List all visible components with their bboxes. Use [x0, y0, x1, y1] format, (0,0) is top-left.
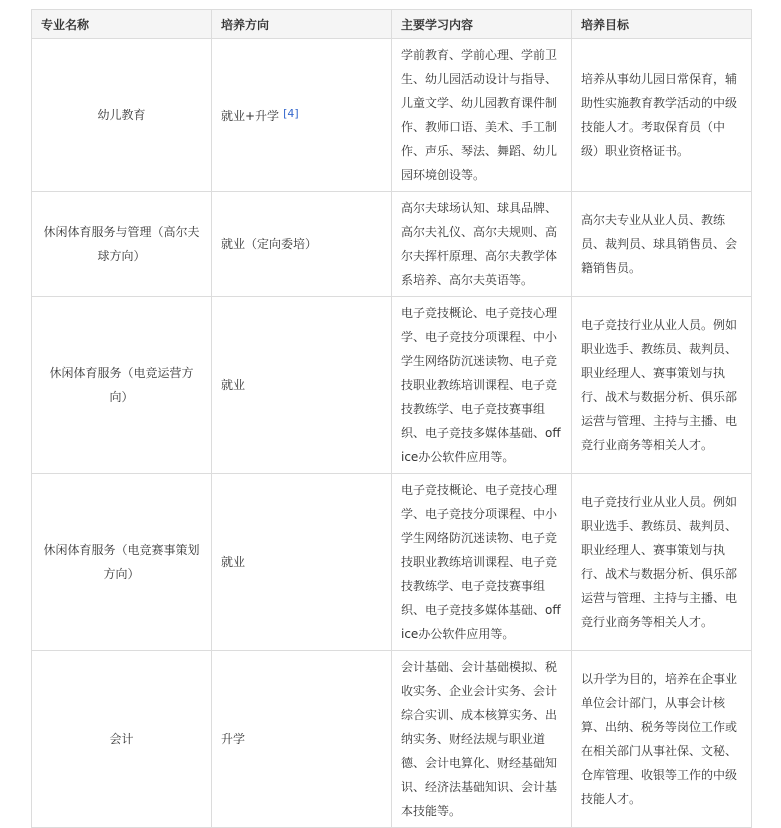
content-cell: 学前教育、学前心理、学前卫生、幼儿园活动设计与指导、儿童文学、幼儿园教育课件制作、教师口语、美术、手工制作、声乐、琴法、舞蹈、幼儿园环境创设等。 — [392, 39, 572, 192]
direction-text: 就业+升学 — [221, 109, 280, 123]
majors-table — [31, 9, 752, 828]
table-row — [32, 192, 752, 297]
goal-cell: 电子竞技行业从业人员。例如职业选手、教练员、裁判员、职业经理人、赛事策划与执行、战术与数据分析、俱乐部运营与管理、主持与主播、电竞行业商务等相关人才。 — [572, 474, 752, 651]
direction-cell: 就业 — [212, 474, 392, 651]
content-cell: 高尔夫球场认知、球具品牌、高尔夫礼仪、高尔夫规则、高尔夫挥杆原理、高尔夫教学体系培养、高尔夫英语等。 — [392, 192, 572, 297]
table-body — [32, 39, 752, 828]
table-row — [32, 297, 752, 474]
table-header — [32, 10, 752, 39]
reference-link[interactable]: [4] — [283, 107, 299, 120]
direction-cell: 就业（定向委培） — [212, 192, 392, 297]
header-goal: 培养目标 — [572, 10, 752, 39]
table-row — [32, 39, 752, 192]
goal-cell: 高尔夫专业从业人员、教练员、裁判员、球具销售员、会籍销售员。 — [572, 192, 752, 297]
table-row — [32, 474, 752, 651]
major-name-cell: 幼儿教育 — [32, 39, 212, 192]
goal-cell: 电子竞技行业从业人员。例如职业选手、教练员、裁判员、职业经理人、赛事策划与执行、战术与数据分析、俱乐部运营与管理、主持与主播、电竞行业商务等相关人才。 — [572, 297, 752, 474]
major-name-cell: 休闲体育服务（电竞运营方向） — [32, 297, 212, 474]
content-cell: 电子竞技概论、电子竞技心理学、电子竞技分项课程、中小学生网络防沉迷读物、电子竞技职业教练培训课程、电子竞技教练学、电子竞技赛事组织、电子竞技多媒体基础、office办公软件应用等。 — [392, 297, 572, 474]
content-cell: 电子竞技概论、电子竞技心理学、电子竞技分项课程、中小学生网络防沉迷读物、电子竞技职业教练培训课程、电子竞技教练学、电子竞技赛事组织、电子竞技多媒体基础、office办公软件应用等。 — [392, 474, 572, 651]
major-name-cell: 休闲体育服务与管理（高尔夫球方向） — [32, 192, 212, 297]
goal-cell: 以升学为目的，培养在企事业单位会计部门，从事会计核算、出纳、税务等岗位工作或在相关部门从事社保、文秘、仓库管理、收银等工作的中级技能人才。 — [572, 651, 752, 828]
major-name-cell: 休闲体育服务（电竞赛事策划方向） — [32, 474, 212, 651]
direction-cell — [212, 39, 392, 192]
goal-cell: 培养从事幼儿园日常保育，辅助性实施教育教学活动的中级技能人才。考取保育员（中级）职业资格证书。 — [572, 39, 752, 192]
header-content: 主要学习内容 — [392, 10, 572, 39]
major-name-cell: 会计 — [32, 651, 212, 828]
header-major-name: 专业名称 — [32, 10, 212, 39]
direction-cell: 就业 — [212, 297, 392, 474]
table-row — [32, 651, 752, 828]
header-row — [32, 10, 752, 39]
content-cell: 会计基础、会计基础模拟、税收实务、企业会计实务、会计综合实训、成本核算实务、出纳实务、财经法规与职业道德、会计电算化、财经基础知识、经济法基础知识、会计基本技能等。 — [392, 651, 572, 828]
header-direction: 培养方向 — [212, 10, 392, 39]
direction-cell: 升学 — [212, 651, 392, 828]
